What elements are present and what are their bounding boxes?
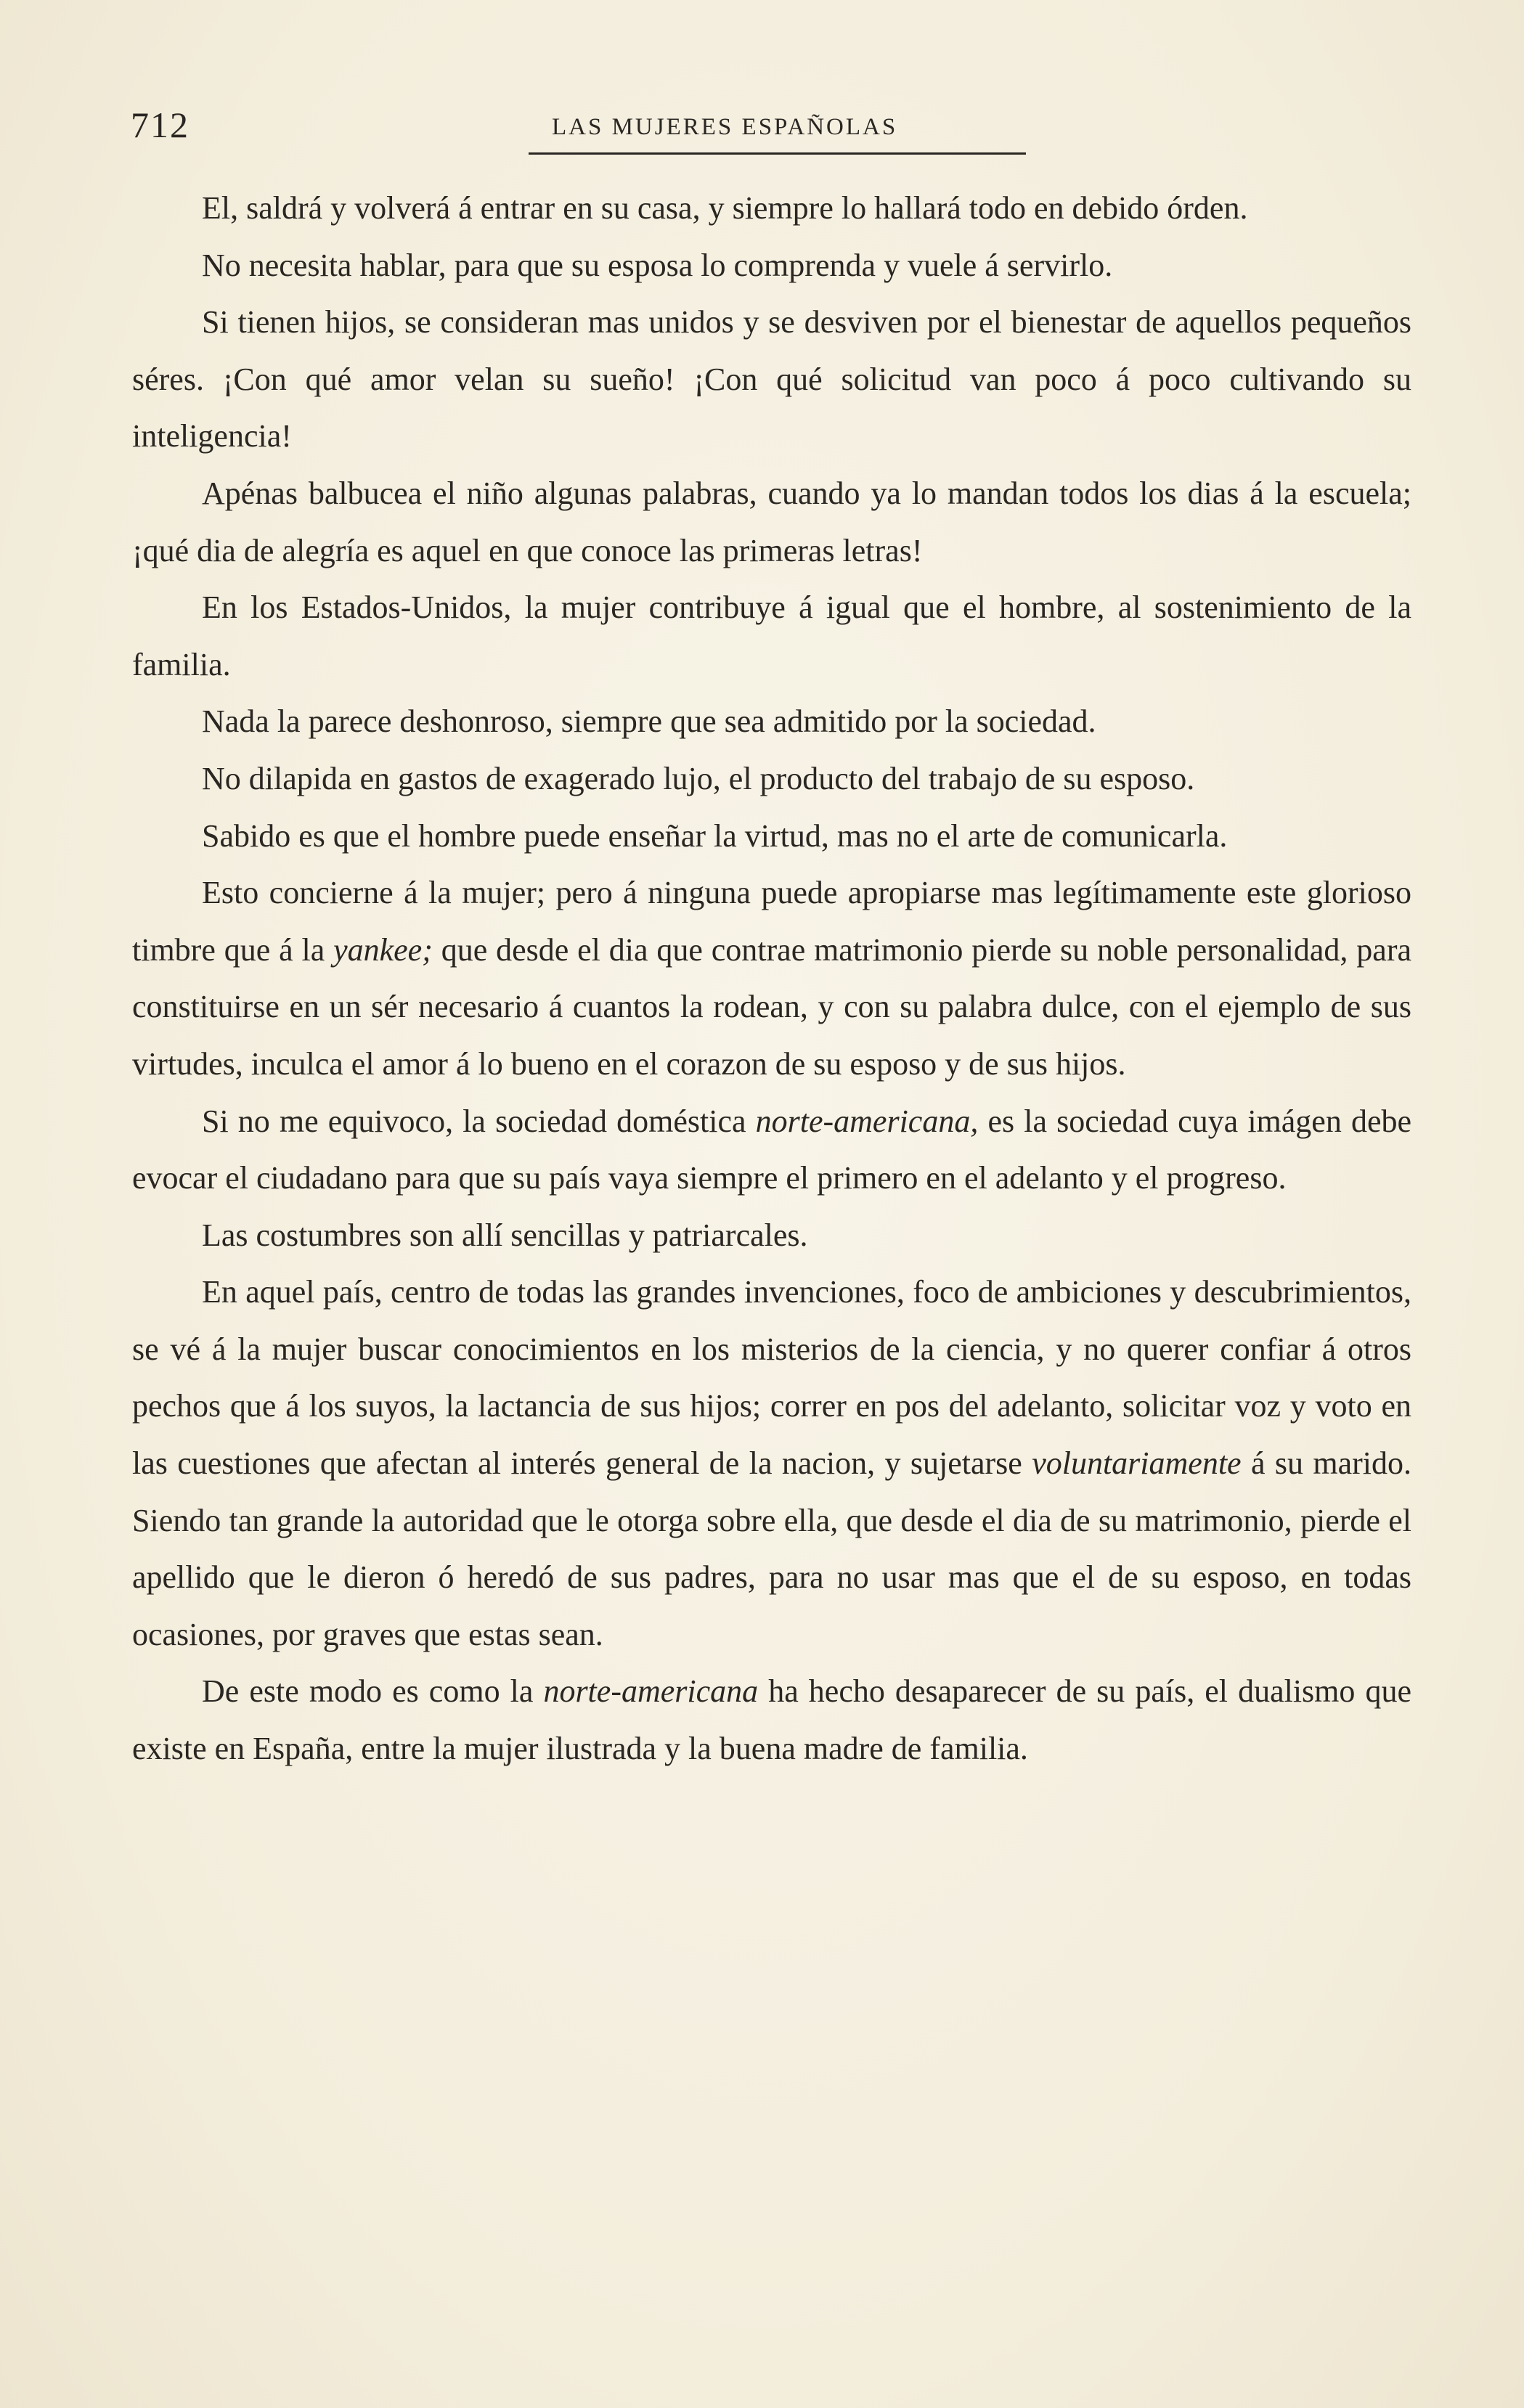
paragraph-text: que desde el dia que contrae matrimonio pierde su noble personalidad, para constituirse en un sér necesario á cuantos la rodean, y con su palabra dulce, con el ejemplo de sus virtudes, inculca el amor á lo bueno en el corazon de su esposo y de sus hijos. bbox=[132, 931, 1411, 1082]
paragraph-text: De este modo es como la bbox=[202, 1673, 544, 1710]
paragraph-text: ha hecho desaparecer de su país, el dualismo que existe en España, entre la mujer ilustrada y la buena madre de familia. bbox=[132, 1673, 1411, 1767]
paragraph bbox=[132, 294, 1411, 465]
header-rule bbox=[529, 152, 1026, 155]
body-text bbox=[132, 180, 1411, 1778]
paragraph bbox=[132, 808, 1411, 865]
paragraph-text: Si no me equivoco, la sociedad doméstica bbox=[202, 1103, 756, 1139]
paragraph bbox=[132, 1093, 1411, 1207]
paragraph bbox=[132, 1264, 1411, 1663]
paragraph bbox=[132, 579, 1411, 693]
paragraph-text: á su marido. Siendo tan grande la autoridad que le otorga sobre ella, que desde el dia de su matrimonio, pierde el apellido que le dieron ó heredó de sus padres, para no usar mas que el de su esposo, en todas ocasiones, por graves que estas sean. bbox=[132, 1445, 1411, 1652]
paragraph bbox=[132, 865, 1411, 1093]
paragraph bbox=[132, 1663, 1411, 1777]
paragraph bbox=[132, 1207, 1411, 1265]
paragraph bbox=[132, 693, 1411, 751]
paragraph-text: El, saldrá y volverá á entrar en su casa, y siempre lo hallará todo en debido órden. bbox=[202, 190, 1248, 226]
paragraph-text: En los Estados-Unidos, la mujer contribuye á igual que el hombre, al sostenimiento de la familia. bbox=[132, 589, 1411, 682]
paragraph-text: En aquel país, centro de todas las grandes invenciones, foco de ambiciones y descubrimientos, se vé á la mujer buscar conocimientos en los misterios de la ciencia, y no querer confiar á otros pechos que á los suyos, la lactancia de sus hijos; correr en pos del adelanto, solicitar voz y voto en las cuestiones que afectan al interés general de la nacion, y sujetarse bbox=[132, 1274, 1411, 1482]
italic-term: norte-americana bbox=[543, 1673, 759, 1710]
paragraph bbox=[132, 465, 1411, 579]
paragraph-text: No necesita hablar, para que su esposa lo comprenda y vuele á servirlo. bbox=[202, 247, 1113, 283]
italic-term: voluntariamente bbox=[1032, 1445, 1242, 1482]
page-header bbox=[131, 98, 1409, 156]
paragraph-text: Apénas balbucea el niño algunas palabras, cuando ya lo mandan todos los dias á la escuela; ¡qué dia de alegría es aquel en que conoce las primeras letras! bbox=[132, 475, 1411, 568]
paragraph-text: Sabido es que el hombre puede enseñar la virtud, mas no el arte de comunicarla. bbox=[202, 817, 1228, 854]
italic-term: yankee; bbox=[333, 931, 433, 968]
paragraph bbox=[132, 751, 1411, 808]
italic-term: norte-americana, bbox=[755, 1103, 979, 1139]
running-title: LAS MUJERES ESPAÑOLAS bbox=[552, 114, 898, 140]
paragraph-text: Esto concierne á la mujer; pero á ninguna puede apropiarse mas legítimamente este glorioso timbre que á la bbox=[132, 875, 1411, 968]
paragraph-text: Nada la parece deshonroso, siempre que sea admitido por la sociedad. bbox=[202, 703, 1096, 740]
paragraph-text: Las costumbres son allí sencillas y patriarcales. bbox=[202, 1217, 808, 1253]
paragraph-text: es la sociedad cuya imágen debe evocar el ciudadano para que su país vaya siempre el primero en el adelanto y el progreso. bbox=[132, 1103, 1412, 1196]
paragraph bbox=[132, 180, 1411, 237]
page-number: 712 bbox=[131, 105, 190, 145]
paragraph-text: No dilapida en gastos de exagerado lujo, el producto del trabajo de su esposo. bbox=[202, 760, 1195, 796]
paragraph-text: Si tienen hijos, se consideran mas unidos y se desviven por el bienestar de aquellos pequeños séres. ¡Con qué amor velan su sueño! ¡Con qué solicitud van poco á poco cultivando su inteligencia! bbox=[132, 304, 1411, 454]
paragraph bbox=[132, 237, 1411, 295]
